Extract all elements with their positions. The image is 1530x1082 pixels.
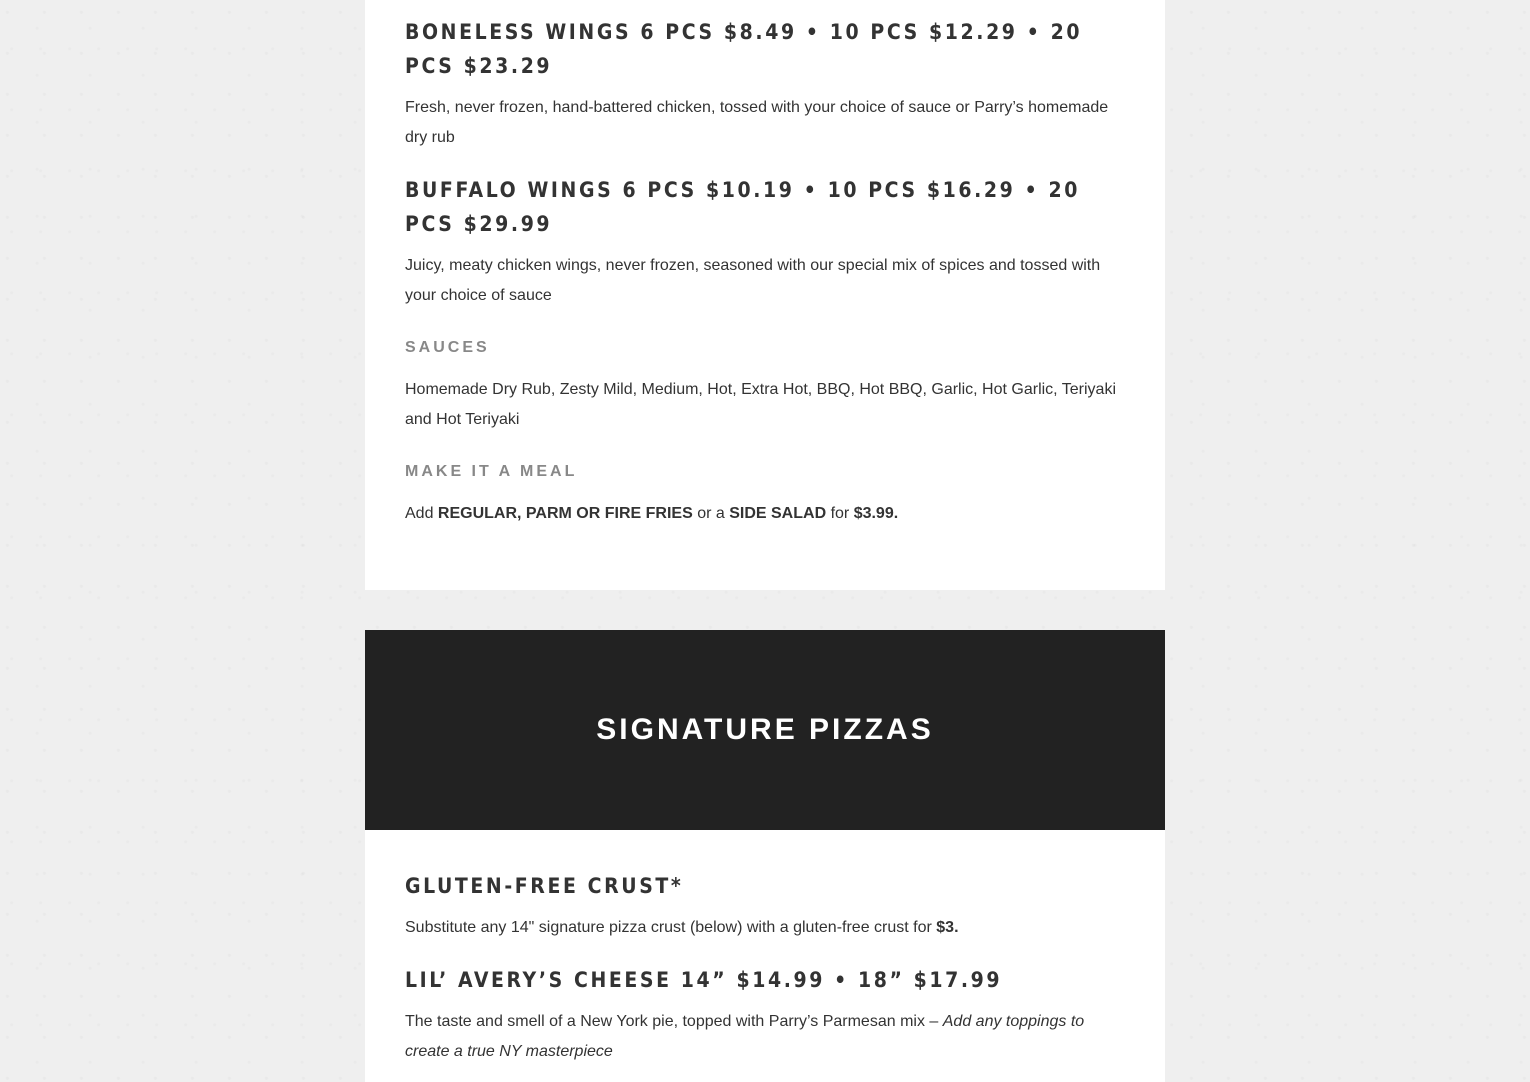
lil-averys-text: The taste and smell of a New York pie, topped with Parry’s Parmesan mix – [405, 1013, 943, 1030]
sauces-list-wrap [405, 375, 1127, 435]
gluten-free-text: Substitute any 14" signature pizza crust (below) with a gluten-free crust for [405, 919, 937, 936]
meal-prefix: Add [405, 505, 438, 522]
menu-item-boneless-wings [405, 15, 1127, 83]
item-description [405, 913, 1127, 943]
wings-menu-card [365, 0, 1165, 590]
lil-averys-description-wrap [405, 1007, 1127, 1067]
meal-salad-option: SIDE SALAD [729, 505, 827, 522]
make-it-a-meal-text [405, 499, 1127, 529]
gluten-free-description-wrap [405, 913, 1127, 943]
sauces-list: Homemade Dry Rub, Zesty Mild, Medium, Hot, Extra Hot, BBQ, Hot BBQ, Garlic, Hot Garlic, Teriyaki and Hot Teriyaki [405, 381, 1117, 428]
item-title: LIL’ AVERY’S CHEESE 14” $14.99 • 18” $17.99 [405, 968, 1003, 992]
meal-middle: or a [692, 505, 730, 522]
lil-averys-italic-note: Add any toppings to create a true NY masterpiece [405, 1013, 1085, 1060]
sauces-heading: SAUCES [405, 339, 490, 356]
item-title: BUFFALO WINGS 6 PCS $10.19 • 10 PCS $16.29 • 20 PCS $29.99 [405, 178, 1080, 236]
item-description [405, 1007, 1127, 1067]
make-it-a-meal-text-wrap [405, 499, 1127, 529]
item-description: Fresh, never frozen, hand-battered chicken, tossed with your choice of sauce or Parry’s homemade dry rub [405, 99, 1109, 146]
pizzas-menu-card [365, 830, 1165, 1082]
make-it-a-meal-heading: MAKE IT A MEAL [405, 463, 578, 480]
sauces-section [405, 338, 1127, 358]
menu-item-boneless-wings-description-wrap [405, 93, 1127, 153]
meal-fries-option: REGULAR, PARM OR FIRE FRIES [437, 505, 693, 522]
menu-item-buffalo-wings [405, 173, 1127, 241]
menu-item-buffalo-wings-description-wrap [405, 251, 1127, 311]
item-description: Juicy, meaty chicken wings, never frozen, seasoned with our special mix of spices and tossed with your choice of sauce [405, 257, 1101, 304]
signature-pizzas-banner [365, 630, 1165, 830]
meal-for: for [826, 505, 854, 522]
section-title: SIGNATURE PIZZAS [596, 713, 934, 746]
gluten-free-price: $3. [936, 919, 959, 936]
item-title: BONELESS WINGS 6 PCS $8.49 • 10 PCS $12.29 • 20 PCS $23.29 [405, 20, 1083, 78]
menu-item-gluten-free-crust [405, 869, 1127, 903]
meal-price: $3.99. [853, 505, 899, 522]
menu-item-lil-averys-cheese [405, 963, 1127, 997]
make-it-a-meal-section [405, 462, 1127, 482]
item-title: GLUTEN-FREE CRUST* [405, 874, 684, 898]
